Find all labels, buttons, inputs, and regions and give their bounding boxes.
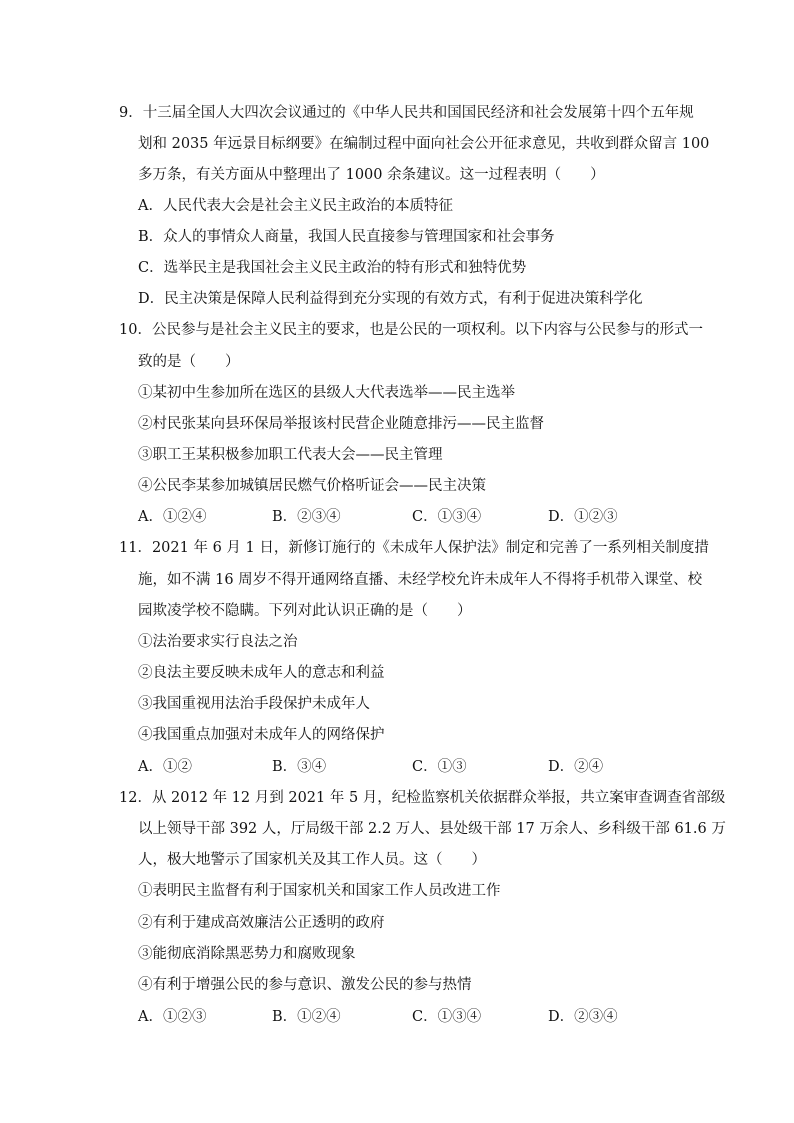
question-text-line: 施，如不满 16 周岁不得开通网络直播、未经学校允许未成年人不得将手机带入课堂、校 [138,572,703,588]
choice-a: A．①② [138,759,192,775]
statement-item: ②村民张某向县环保局举报该村民营企业随意排污——民主监督 [138,416,544,432]
statement-item: ④我国重点加强对未成年人的网络保护 [138,727,385,743]
statement-item: ③职工王某积极参加职工代表大会——民主管理 [138,447,443,463]
question-text-line: 9．十三届全国人大四次会议通过的《中华人民共和国国民经济和社会发展第十四个五年规 [119,105,694,121]
question-text-line: 11．2021 年 6 月 1 日，新修订施行的《未成年人保护法》制定和完善了一系列相关制度措 [119,540,709,556]
statement-item: ④有利于增强公民的参与意识、激发公民的参与热情 [138,977,472,993]
choice-c: C．①③ [412,759,467,775]
choice-d: D．①②③ [548,509,618,525]
choice-d: D．②③④ [548,1009,618,1025]
question-text-line: 划和 2035 年远景目标纲要》在编制过程中面向社会公开征求意见，共收到群众留言 100 [138,136,710,152]
statement-item: ①法治要求实行良法之治 [138,634,298,650]
statement-item: ②良法主要反映未成年人的意志和利益 [138,665,385,681]
question-text-line: 12．从 2012 年 12 月到 2021 年 5 月，纪检监察机关依据群众举报，共立案审查调查省部级 [119,790,726,806]
choice-d: D．②④ [548,759,604,775]
statement-item: ④公民李某参加城镇居民燃气价格听证会——民主决策 [138,478,486,494]
statement-item: ①表明民主监督有利于国家机关和国家工作人员改进工作 [138,883,501,899]
choice-c: C．①③④ [412,1009,482,1025]
choice-b: B．②③④ [272,509,341,525]
option-a: A．人民代表大会是社会主义民主政治的本质特征 [138,198,453,214]
option-b: B．众人的事情众人商量，我国人民直接参与管理国家和社会事务 [138,229,555,245]
question-text-line: 人，极大地警示了国家机关及其工作人员。这（ ） [138,852,486,868]
option-d: D．民主决策是保障人民利益得到充分实现的有效方式，有利于促进决策科学化 [138,291,643,307]
option-c: C．选举民主是我国社会主义民主政治的特有形式和独特优势 [138,260,527,276]
statement-item: ③能彻底消除黑恶势力和腐败现象 [138,946,356,962]
question-text-line: 10．公民参与是社会主义民主的要求，也是公民的一项权利。以下内容与公民参与的形式一 [119,322,703,338]
question-text-line: 园欺凌学校不隐瞒。下列对此认识正确的是（ ） [138,603,472,619]
choice-b: B．①②④ [272,1009,341,1025]
choice-b: B．③④ [272,759,327,775]
statement-item: ③我国重视用法治手段保护未成年人 [138,696,370,712]
choice-a: A．①②④ [138,509,207,525]
choice-c: C．①③④ [412,509,482,525]
question-text-line: 以上领导干部 392 人，厅局级干部 2.2 万人、县处级干部 17 万余人、乡科级干部 61.6 万 [138,821,726,837]
question-text-line: 致的是（ ） [138,354,240,370]
statement-item: ②有利于建成高效廉洁公正透明的政府 [138,915,385,931]
choice-a: A．①②③ [138,1009,207,1025]
statement-item: ①某初中生参加所在选区的县级人大代表选举——民主选举 [138,385,515,401]
question-text-line: 多万条，有关方面从中整理出了 1000 余条建议。这一过程表明（ ） [138,167,605,183]
